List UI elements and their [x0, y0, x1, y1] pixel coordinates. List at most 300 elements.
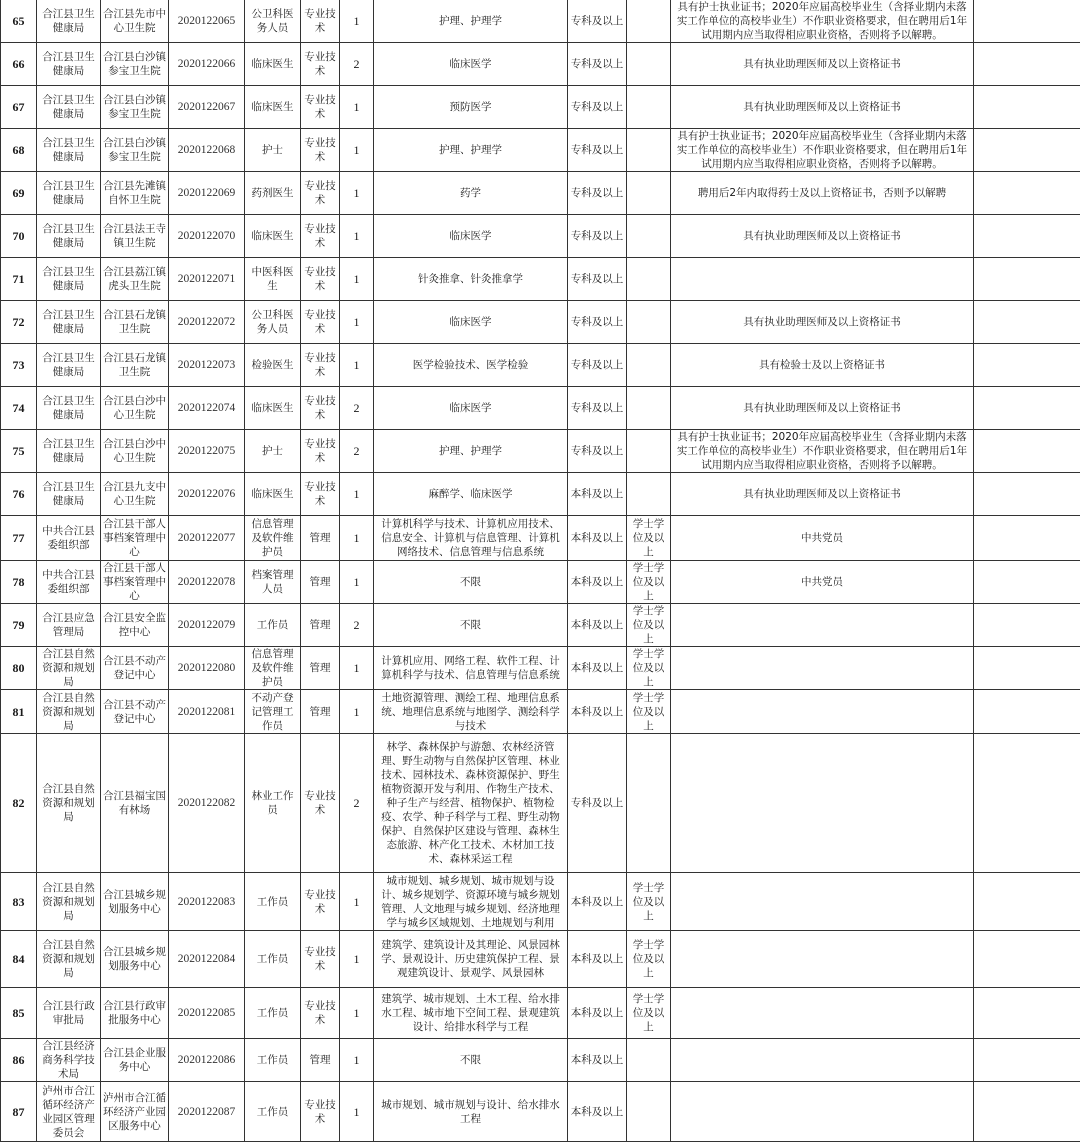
unit-cell: 合江县安全监控中心 [101, 604, 169, 647]
number-cell: 83 [1, 873, 37, 931]
table-row [1, 129, 1080, 172]
remark-cell [671, 734, 974, 873]
position-name-cell: 工作员 [245, 873, 301, 931]
major-cell: 针灸推拿、针灸推拿学 [374, 258, 568, 301]
position-type-cell: 专业技术 [301, 873, 340, 931]
degree-cell [627, 86, 671, 129]
education-cell: 本科及以上 [568, 873, 627, 931]
remark-cell [671, 931, 974, 988]
major-cell: 麻醉学、临床医学 [374, 473, 568, 516]
remark-cell: 具有护士执业证书；2020年应届高校毕业生（含择业期内未落实工作单位的高校毕业生）不作职业资格要求，但在聘用后1年试用期内应当取得相应职业资格，否则将予以解聘。 [671, 129, 974, 172]
major-cell: 计算机应用、网络工程、软件工程、计算机科学与技术、信息管理与信息系统 [374, 647, 568, 690]
position-name-cell: 工作员 [245, 604, 301, 647]
headcount-cell: 1 [340, 931, 374, 988]
department-cell: 合江县卫生健康局 [37, 0, 101, 43]
position-code-cell: 2020122067 [169, 86, 245, 129]
unit-cell: 合江县先滩镇自怀卫生院 [101, 172, 169, 215]
headcount-cell: 2 [340, 604, 374, 647]
degree-cell: 学士学位及以上 [627, 604, 671, 647]
position-name-cell: 护士 [245, 430, 301, 473]
number-cell: 82 [1, 734, 37, 873]
remark-cell: 具有执业助理医师及以上资格证书 [671, 86, 974, 129]
department-cell: 合江县卫生健康局 [37, 387, 101, 430]
position-code-cell: 2020122074 [169, 387, 245, 430]
table-row [1, 43, 1080, 86]
major-cell: 计算机科学与技术、计算机应用技术、信息安全、计算机与信息管理、计算机网络技术、信息管理与信息系统 [374, 516, 568, 561]
table-body [1, 0, 1080, 1142]
education-cell: 本科及以上 [568, 604, 627, 647]
department-cell: 合江县卫生健康局 [37, 172, 101, 215]
position-code-cell: 2020122083 [169, 873, 245, 931]
number-cell: 72 [1, 301, 37, 344]
position-code-cell: 2020122065 [169, 0, 245, 43]
department-cell: 合江县卫生健康局 [37, 215, 101, 258]
major-cell: 临床医学 [374, 301, 568, 344]
position-name-cell: 公卫科医务人员 [245, 301, 301, 344]
headcount-cell: 2 [340, 387, 374, 430]
department-cell: 合江县卫生健康局 [37, 129, 101, 172]
unit-cell: 泸州市合江循环经济产业园区服务中心 [101, 1082, 169, 1142]
position-name-cell: 工作员 [245, 1039, 301, 1082]
degree-cell [627, 1082, 671, 1142]
unit-cell: 合江县九支中心卫生院 [101, 473, 169, 516]
position-code-cell: 2020122069 [169, 172, 245, 215]
unit-cell: 合江县白沙镇参宝卫生院 [101, 43, 169, 86]
unit-cell: 合江县先市中心卫生院 [101, 0, 169, 43]
extra-cell [974, 473, 1080, 516]
degree-cell [627, 43, 671, 86]
number-cell: 73 [1, 344, 37, 387]
major-cell: 不限 [374, 561, 568, 604]
position-code-cell: 2020122072 [169, 301, 245, 344]
department-cell: 合江县卫生健康局 [37, 86, 101, 129]
headcount-cell: 2 [340, 43, 374, 86]
position-name-cell: 不动产登记管理工作员 [245, 690, 301, 734]
education-cell: 专科及以上 [568, 172, 627, 215]
education-cell: 专科及以上 [568, 734, 627, 873]
major-cell: 林学、森林保护与游憩、农林经济管理、野生动物与自然保护区管理、林业技术、园林技术、森林资源保护、野生植物资源开发与利用、作物生产技术、种子生产与经营、植物保护、植物检疫、农学、种子科学与工程、野生动物保护、自然保护区建设与管理、森林生态旅游、林产化工技术、木材加工技术、森林采运工程 [374, 734, 568, 873]
position-name-cell: 临床医生 [245, 473, 301, 516]
extra-cell [974, 988, 1080, 1039]
department-cell: 合江县自然资源和规划局 [37, 734, 101, 873]
position-type-cell: 管理 [301, 516, 340, 561]
education-cell: 专科及以上 [568, 43, 627, 86]
education-cell: 专科及以上 [568, 86, 627, 129]
position-type-cell: 专业技术 [301, 172, 340, 215]
position-name-cell: 工作员 [245, 988, 301, 1039]
position-code-cell: 2020122084 [169, 931, 245, 988]
position-type-cell: 专业技术 [301, 301, 340, 344]
number-cell: 68 [1, 129, 37, 172]
extra-cell [974, 516, 1080, 561]
headcount-cell: 1 [340, 873, 374, 931]
extra-cell [974, 1039, 1080, 1082]
table-row [1, 931, 1080, 988]
remark-cell: 具有执业助理医师及以上资格证书 [671, 43, 974, 86]
position-code-cell: 2020122075 [169, 430, 245, 473]
degree-cell [627, 215, 671, 258]
table-row [1, 0, 1080, 43]
unit-cell: 合江县白沙镇参宝卫生院 [101, 86, 169, 129]
table-row [1, 1039, 1080, 1082]
position-name-cell: 信息管理及软件维护员 [245, 647, 301, 690]
table-row [1, 561, 1080, 604]
department-cell: 中共合江县委组织部 [37, 516, 101, 561]
unit-cell: 合江县白沙中心卫生院 [101, 387, 169, 430]
remark-cell [671, 690, 974, 734]
major-cell: 护理、护理学 [374, 430, 568, 473]
department-cell: 合江县自然资源和规划局 [37, 647, 101, 690]
degree-cell [627, 473, 671, 516]
remark-cell: 具有护士执业证书；2020年应届高校毕业生（含择业期内未落实工作单位的高校毕业生）不作职业资格要求，但在聘用后1年试用期内应当取得相应职业资格，否则将予以解聘。 [671, 0, 974, 43]
degree-cell [627, 258, 671, 301]
number-cell: 81 [1, 690, 37, 734]
headcount-cell: 1 [340, 172, 374, 215]
number-cell: 79 [1, 604, 37, 647]
remark-cell: 具有检验士及以上资格证书 [671, 344, 974, 387]
position-name-cell: 信息管理及软件维护员 [245, 516, 301, 561]
education-cell: 本科及以上 [568, 1039, 627, 1082]
remark-cell: 中共党员 [671, 561, 974, 604]
unit-cell: 合江县福宝国有林场 [101, 734, 169, 873]
position-code-cell: 2020122068 [169, 129, 245, 172]
position-name-cell: 临床医生 [245, 215, 301, 258]
position-name-cell: 临床医生 [245, 86, 301, 129]
number-cell: 71 [1, 258, 37, 301]
position-code-cell: 2020122070 [169, 215, 245, 258]
education-cell: 本科及以上 [568, 647, 627, 690]
position-type-cell: 管理 [301, 690, 340, 734]
headcount-cell: 1 [340, 86, 374, 129]
position-name-cell: 护士 [245, 129, 301, 172]
unit-cell: 合江县城乡规划服务中心 [101, 873, 169, 931]
position-type-cell: 专业技术 [301, 86, 340, 129]
extra-cell [974, 43, 1080, 86]
table-row [1, 86, 1080, 129]
major-cell: 临床医学 [374, 43, 568, 86]
major-cell: 不限 [374, 1039, 568, 1082]
remark-cell: 具有执业助理医师及以上资格证书 [671, 473, 974, 516]
remark-cell [671, 1082, 974, 1142]
number-cell: 74 [1, 387, 37, 430]
position-name-cell: 检验医生 [245, 344, 301, 387]
extra-cell [974, 172, 1080, 215]
number-cell: 84 [1, 931, 37, 988]
unit-cell: 合江县石龙镇卫生院 [101, 301, 169, 344]
table-row [1, 301, 1080, 344]
degree-cell: 学士学位及以上 [627, 561, 671, 604]
major-cell: 临床医学 [374, 387, 568, 430]
remark-cell: 中共党员 [671, 516, 974, 561]
degree-cell: 学士学位及以上 [627, 647, 671, 690]
major-cell: 城市规划、城乡规划、城市规划与设计、城乡规划学、资源环境与城乡规划管理、人文地理与城乡规划、经济地理学与城乡区域规划、土地规划与利用 [374, 873, 568, 931]
table-row [1, 258, 1080, 301]
headcount-cell: 1 [340, 301, 374, 344]
department-cell: 合江县卫生健康局 [37, 473, 101, 516]
position-name-cell: 林业工作员 [245, 734, 301, 873]
major-cell: 药学 [374, 172, 568, 215]
department-cell: 合江县卫生健康局 [37, 43, 101, 86]
position-name-cell: 公卫科医务人员 [245, 0, 301, 43]
position-type-cell: 专业技术 [301, 43, 340, 86]
headcount-cell: 1 [340, 516, 374, 561]
education-cell: 本科及以上 [568, 988, 627, 1039]
headcount-cell: 1 [340, 1082, 374, 1142]
department-cell: 合江县卫生健康局 [37, 344, 101, 387]
unit-cell: 合江县石龙镇卫生院 [101, 344, 169, 387]
extra-cell [974, 430, 1080, 473]
position-code-cell: 2020122087 [169, 1082, 245, 1142]
education-cell: 本科及以上 [568, 473, 627, 516]
extra-cell [974, 734, 1080, 873]
table-row [1, 604, 1080, 647]
table-row [1, 690, 1080, 734]
headcount-cell: 1 [340, 561, 374, 604]
extra-cell [974, 647, 1080, 690]
position-name-cell: 临床医生 [245, 387, 301, 430]
table-row [1, 873, 1080, 931]
unit-cell: 合江县不动产登记中心 [101, 647, 169, 690]
table-row [1, 734, 1080, 873]
major-cell: 临床医学 [374, 215, 568, 258]
extra-cell [974, 561, 1080, 604]
remark-cell: 具有执业助理医师及以上资格证书 [671, 301, 974, 344]
extra-cell [974, 1082, 1080, 1142]
number-cell: 77 [1, 516, 37, 561]
position-type-cell: 专业技术 [301, 1082, 340, 1142]
headcount-cell: 2 [340, 734, 374, 873]
degree-cell: 学士学位及以上 [627, 931, 671, 988]
position-code-cell: 2020122078 [169, 561, 245, 604]
headcount-cell: 1 [340, 690, 374, 734]
department-cell: 合江县自然资源和规划局 [37, 873, 101, 931]
remark-cell [671, 258, 974, 301]
degree-cell [627, 129, 671, 172]
education-cell: 专科及以上 [568, 301, 627, 344]
headcount-cell: 1 [340, 473, 374, 516]
table-row [1, 172, 1080, 215]
extra-cell [974, 604, 1080, 647]
remark-cell: 具有执业助理医师及以上资格证书 [671, 387, 974, 430]
table-row [1, 344, 1080, 387]
degree-cell [627, 430, 671, 473]
headcount-cell: 2 [340, 430, 374, 473]
remark-cell: 具有护士执业证书；2020年应届高校毕业生（含择业期内未落实工作单位的高校毕业生）不作职业资格要求，但在聘用后1年试用期内应当取得相应职业资格，否则将予以解聘。 [671, 430, 974, 473]
position-code-cell: 2020122081 [169, 690, 245, 734]
remark-cell [671, 604, 974, 647]
number-cell: 76 [1, 473, 37, 516]
extra-cell [974, 215, 1080, 258]
education-cell: 本科及以上 [568, 1082, 627, 1142]
table-row [1, 647, 1080, 690]
position-type-cell: 专业技术 [301, 129, 340, 172]
table-row [1, 988, 1080, 1039]
education-cell: 本科及以上 [568, 516, 627, 561]
position-type-cell: 专业技术 [301, 931, 340, 988]
number-cell: 85 [1, 988, 37, 1039]
table-row [1, 473, 1080, 516]
extra-cell [974, 0, 1080, 43]
headcount-cell: 1 [340, 344, 374, 387]
education-cell: 专科及以上 [568, 387, 627, 430]
position-code-cell: 2020122076 [169, 473, 245, 516]
position-type-cell: 管理 [301, 561, 340, 604]
position-type-cell: 专业技术 [301, 734, 340, 873]
major-cell: 不限 [374, 604, 568, 647]
extra-cell [974, 873, 1080, 931]
extra-cell [974, 258, 1080, 301]
headcount-cell: 1 [340, 647, 374, 690]
position-type-cell: 专业技术 [301, 0, 340, 43]
position-type-cell: 专业技术 [301, 258, 340, 301]
position-name-cell: 档案管理人员 [245, 561, 301, 604]
remark-cell [671, 873, 974, 931]
position-code-cell: 2020122079 [169, 604, 245, 647]
remark-cell [671, 647, 974, 690]
education-cell: 专科及以上 [568, 215, 627, 258]
degree-cell [627, 0, 671, 43]
position-name-cell: 工作员 [245, 1082, 301, 1142]
headcount-cell: 1 [340, 258, 374, 301]
education-cell: 专科及以上 [568, 258, 627, 301]
extra-cell [974, 86, 1080, 129]
extra-cell [974, 387, 1080, 430]
unit-cell: 合江县白沙镇参宝卫生院 [101, 129, 169, 172]
position-code-cell: 2020122073 [169, 344, 245, 387]
education-cell: 本科及以上 [568, 690, 627, 734]
degree-cell: 学士学位及以上 [627, 873, 671, 931]
degree-cell: 学士学位及以上 [627, 690, 671, 734]
position-type-cell: 管理 [301, 647, 340, 690]
headcount-cell: 1 [340, 1039, 374, 1082]
position-code-cell: 2020122085 [169, 988, 245, 1039]
education-cell: 本科及以上 [568, 931, 627, 988]
department-cell: 合江县卫生健康局 [37, 430, 101, 473]
position-code-cell: 2020122086 [169, 1039, 245, 1082]
headcount-cell: 1 [340, 215, 374, 258]
number-cell: 66 [1, 43, 37, 86]
number-cell: 65 [1, 0, 37, 43]
position-code-cell: 2020122080 [169, 647, 245, 690]
position-type-cell: 管理 [301, 1039, 340, 1082]
degree-cell [627, 387, 671, 430]
department-cell: 合江县行政审批局 [37, 988, 101, 1039]
department-cell: 中共合江县委组织部 [37, 561, 101, 604]
unit-cell: 合江县行政审批服务中心 [101, 988, 169, 1039]
position-code-cell: 2020122082 [169, 734, 245, 873]
number-cell: 87 [1, 1082, 37, 1142]
degree-cell: 学士学位及以上 [627, 516, 671, 561]
position-name-cell: 工作员 [245, 931, 301, 988]
extra-cell [974, 690, 1080, 734]
degree-cell [627, 301, 671, 344]
department-cell: 泸州市合江循环经济产业园区管理委员会 [37, 1082, 101, 1142]
table-row [1, 516, 1080, 561]
number-cell: 78 [1, 561, 37, 604]
number-cell: 69 [1, 172, 37, 215]
major-cell: 护理、护理学 [374, 0, 568, 43]
education-cell: 本科及以上 [568, 561, 627, 604]
department-cell: 合江县自然资源和规划局 [37, 931, 101, 988]
department-cell: 合江县应急管理局 [37, 604, 101, 647]
education-cell: 专科及以上 [568, 0, 627, 43]
degree-cell [627, 734, 671, 873]
unit-cell: 合江县干部人事档案管理中心 [101, 516, 169, 561]
remark-cell: 聘用后2年内取得药士及以上资格证书，否则予以解聘 [671, 172, 974, 215]
position-code-cell: 2020122066 [169, 43, 245, 86]
table-row [1, 1082, 1080, 1142]
unit-cell: 合江县干部人事档案管理中心 [101, 561, 169, 604]
major-cell: 护理、护理学 [374, 129, 568, 172]
number-cell: 70 [1, 215, 37, 258]
degree-cell: 学士学位及以上 [627, 988, 671, 1039]
extra-cell [974, 344, 1080, 387]
major-cell: 建筑学、城市规划、土木工程、给水排水工程、城市地下空间工程、景观建筑设计、给排水科学与工程 [374, 988, 568, 1039]
position-type-cell: 专业技术 [301, 344, 340, 387]
position-type-cell: 专业技术 [301, 473, 340, 516]
position-type-cell: 专业技术 [301, 215, 340, 258]
extra-cell [974, 301, 1080, 344]
major-cell: 城市规划、城市规划与设计、给水排水工程 [374, 1082, 568, 1142]
degree-cell [627, 1039, 671, 1082]
position-type-cell: 管理 [301, 604, 340, 647]
number-cell: 75 [1, 430, 37, 473]
education-cell: 专科及以上 [568, 344, 627, 387]
table-row [1, 215, 1080, 258]
position-name-cell: 中医科医生 [245, 258, 301, 301]
unit-cell: 合江县企业服务中心 [101, 1039, 169, 1082]
department-cell: 合江县卫生健康局 [37, 301, 101, 344]
number-cell: 80 [1, 647, 37, 690]
education-cell: 专科及以上 [568, 129, 627, 172]
degree-cell [627, 172, 671, 215]
unit-cell: 合江县不动产登记中心 [101, 690, 169, 734]
remark-cell: 具有执业助理医师及以上资格证书 [671, 215, 974, 258]
education-cell: 专科及以上 [568, 430, 627, 473]
unit-cell: 合江县荔江镇虎头卫生院 [101, 258, 169, 301]
table-row [1, 387, 1080, 430]
table-row [1, 430, 1080, 473]
degree-cell [627, 344, 671, 387]
remark-cell [671, 988, 974, 1039]
major-cell: 建筑学、建筑设计及其理论、风景园林学、景观设计、历史建筑保护工程、景观建筑设计、景观学、风景园林 [374, 931, 568, 988]
unit-cell: 合江县城乡规划服务中心 [101, 931, 169, 988]
department-cell: 合江县卫生健康局 [37, 258, 101, 301]
unit-cell: 合江县法王寺镇卫生院 [101, 215, 169, 258]
extra-cell [974, 129, 1080, 172]
position-code-cell: 2020122077 [169, 516, 245, 561]
major-cell: 预防医学 [374, 86, 568, 129]
headcount-cell: 1 [340, 988, 374, 1039]
position-code-cell: 2020122071 [169, 258, 245, 301]
position-type-cell: 专业技术 [301, 988, 340, 1039]
major-cell: 医学检验技术、医学检验 [374, 344, 568, 387]
number-cell: 67 [1, 86, 37, 129]
position-name-cell: 药剂医生 [245, 172, 301, 215]
number-cell: 86 [1, 1039, 37, 1082]
department-cell: 合江县经济商务科学技术局 [37, 1039, 101, 1082]
position-type-cell: 专业技术 [301, 387, 340, 430]
department-cell: 合江县自然资源和规划局 [37, 690, 101, 734]
headcount-cell: 1 [340, 129, 374, 172]
position-name-cell: 临床医生 [245, 43, 301, 86]
position-type-cell: 专业技术 [301, 430, 340, 473]
unit-cell: 合江县白沙中心卫生院 [101, 430, 169, 473]
remark-cell [671, 1039, 974, 1082]
major-cell: 土地资源管理、测绘工程、地理信息系统、地理信息系统与地图学、测绘科学与技术 [374, 690, 568, 734]
extra-cell [974, 931, 1080, 988]
headcount-cell: 1 [340, 0, 374, 43]
